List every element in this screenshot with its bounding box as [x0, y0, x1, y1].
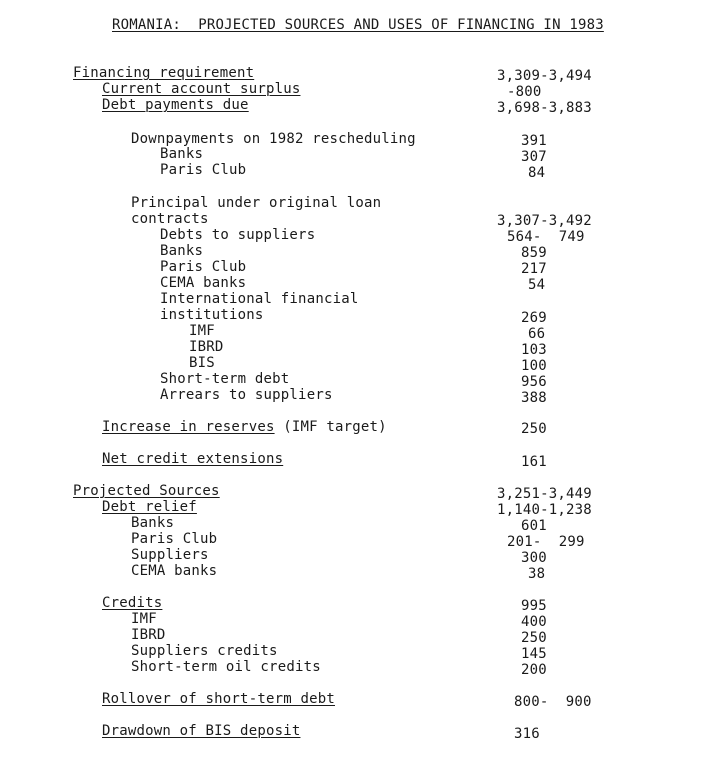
- row-label: Debts to suppliers: [160, 227, 316, 243]
- row-label: Banks: [160, 146, 204, 162]
- row-value: 84: [528, 165, 546, 181]
- row-value: 307: [521, 149, 547, 165]
- row-value: 995: [521, 598, 547, 614]
- row-label: institutions: [160, 307, 264, 323]
- row-label: IMF: [131, 611, 157, 627]
- row-value: 601: [521, 518, 547, 534]
- row-value: 1,140-1,238: [497, 502, 592, 518]
- row-label: Increase in reserves: [102, 419, 275, 435]
- row-label: Debt payments due: [102, 97, 249, 113]
- row-label: Arrears to suppliers: [160, 387, 333, 403]
- row-label: Suppliers credits: [131, 643, 278, 659]
- row-value: 103: [521, 342, 547, 358]
- row-value: 400: [521, 614, 547, 630]
- row-value: 161: [521, 454, 547, 470]
- row-label: Rollover of short-term debt: [102, 691, 335, 707]
- row-value: 316: [514, 726, 540, 742]
- row-value: 54: [528, 277, 546, 293]
- row-label-suffix: (IMF target): [274, 419, 387, 435]
- row-label: CEMA banks: [160, 275, 247, 291]
- row-value: 388: [521, 390, 547, 406]
- row-label: Short-term oil credits: [131, 659, 321, 675]
- row-value: 3,309-3,494: [497, 68, 592, 84]
- row-value: 3,251-3,449: [497, 486, 592, 502]
- row-value: 250: [521, 421, 547, 437]
- row-label: contracts: [131, 211, 209, 227]
- row-label: BIS: [189, 355, 215, 371]
- row-value: 38: [528, 566, 546, 582]
- row-label: IBRD: [189, 339, 224, 355]
- row-label: Current account surplus: [102, 81, 301, 97]
- row-value: 269: [521, 310, 547, 326]
- row-value: 391: [521, 133, 547, 149]
- row-label: Paris Club: [131, 531, 218, 547]
- row-label: Paris Club: [160, 259, 247, 275]
- row-label: Banks: [160, 243, 204, 259]
- row-label: Financing requirement: [73, 65, 255, 81]
- row-value: -800: [507, 84, 542, 100]
- row-value: 3,307-3,492: [497, 213, 592, 229]
- row-label: Downpayments on 1982 rescheduling: [131, 131, 416, 147]
- row-label: Paris Club: [160, 162, 247, 178]
- row-value: 200: [521, 662, 547, 678]
- row-value: 800- 900: [514, 694, 592, 710]
- row-label: Net credit extensions: [102, 451, 284, 467]
- row-label: Suppliers: [131, 547, 209, 563]
- row-value: 201- 299: [507, 534, 585, 550]
- row-value: 564- 749: [507, 229, 585, 245]
- row-label: Projected Sources: [73, 483, 220, 499]
- row-label: IBRD: [131, 627, 166, 643]
- row-label: International financial: [160, 291, 359, 307]
- row-label-increase-in-reserves: [102, 419, 387, 435]
- row-value: 100: [521, 358, 547, 374]
- row-value: 66: [528, 326, 546, 342]
- row-value: 217: [521, 261, 547, 277]
- row-label: Drawdown of BIS deposit: [102, 723, 301, 739]
- row-value: 956: [521, 374, 547, 390]
- row-label: Short-term debt: [160, 371, 290, 387]
- document-title: ROMANIA: PROJECTED SOURCES AND USES OF FINANCING IN 1983: [112, 17, 604, 33]
- row-value: 3,698-3,883: [497, 100, 592, 116]
- row-label: Banks: [131, 515, 175, 531]
- row-value: 145: [521, 646, 547, 662]
- row-label: CEMA banks: [131, 563, 218, 579]
- row-label: Credits: [102, 595, 163, 611]
- row-label: IMF: [189, 323, 215, 339]
- row-label: Principal under original loan: [131, 195, 382, 211]
- row-value: 859: [521, 245, 547, 261]
- row-value: 300: [521, 550, 547, 566]
- row-label: Debt relief: [102, 499, 197, 515]
- row-value: 250: [521, 630, 547, 646]
